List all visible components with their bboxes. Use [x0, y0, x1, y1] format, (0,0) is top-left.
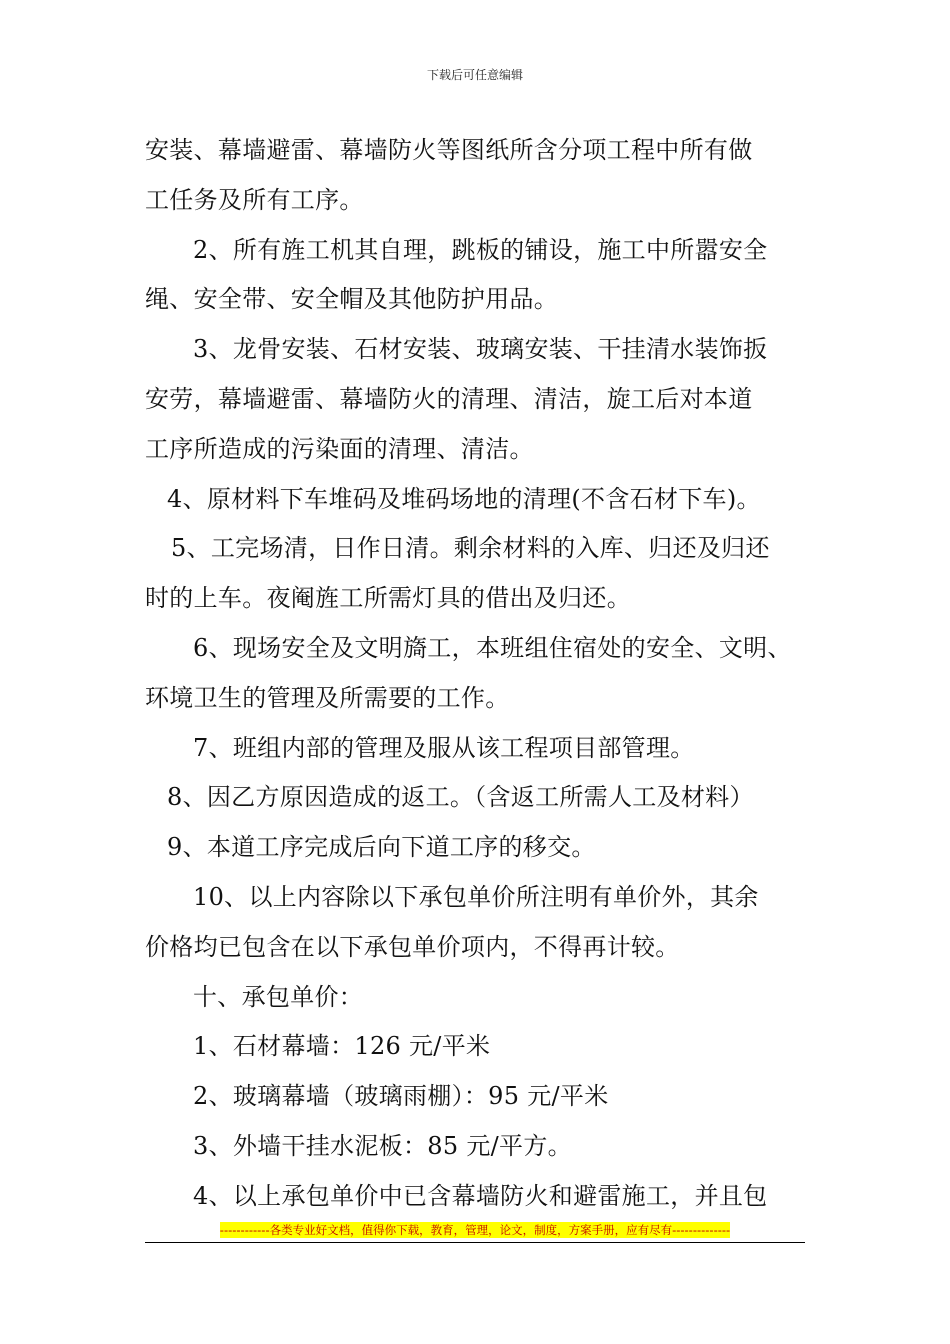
text-line: 安装、幕墙避雷、幕墙防火等图纸所含分项工程中所有做	[145, 136, 753, 164]
section-heading: 十、承包单价：	[193, 982, 364, 1011]
text-line: 3、龙骨安装、石材安装、玻璃安装、干挂清水装饰扳	[193, 335, 768, 364]
text-line: 6、现场安全及文明旖工，本班组住宿处的安全、文明、	[193, 633, 792, 662]
text-line: 7、班组内部的管理及服从该工程项目部管理。	[193, 733, 695, 762]
price-item: 3、外墙干挂水泥板：85 元/平方。	[193, 1131, 572, 1160]
text-line: 绳、安全带、安全帽及其他防护用品。	[145, 285, 559, 314]
text-line: 时的上车。夜阉旌工所需灯具的借出及归还。	[145, 584, 631, 613]
text-line: 9、本道工序完成后向下道工序的移交。	[167, 833, 596, 862]
price-item: 1、石材幕墙：126 元/平米	[193, 1032, 491, 1061]
text-line: 5、工完场清，日作日清。剩余材料的入库、归还及归还	[171, 534, 770, 563]
text-line: 工序所造成的污染面的清理、清洁。	[145, 434, 534, 463]
text-line: 4、原材料下车堆码及堆码场地的清理(不含石材下车)。	[167, 484, 761, 513]
price-item: 2、玻璃幕墙（玻璃雨棚）：95 元/平米	[193, 1082, 609, 1111]
page-header: 下载后可任意编辑	[426, 68, 523, 82]
text-line: 价格均已包含在以下承包单价项内，不得再计较。	[145, 932, 680, 961]
text-line: 工任务及所有工序。	[145, 185, 364, 214]
text-line: 8、因乙方原因造成的返工。（含返工所需人工及材料）	[167, 783, 754, 812]
page-footer	[145, 1222, 805, 1238]
document-body	[145, 126, 825, 1222]
text-line: 4、以上承包单价中已含幕墙防火和避雷施工，并且包	[193, 1181, 768, 1210]
footer-banner-text: ------------各类专业好文档，值得你下载，教育，管理，论文，制度，方案手册，应有尽有--------------	[219, 1223, 731, 1237]
text-line: 安劳，幕墙避雷、幕墙防火的清理、清洁，旋工后对本道	[145, 384, 753, 413]
text-line: 10、以上内容除以下承包单价所注明有单价外，其余	[193, 882, 759, 911]
text-line: 环境卫生的管理及所需要的工作。	[145, 683, 510, 712]
footer-divider	[145, 1242, 805, 1243]
text-line: 2、所有旌工机其自理，跳板的铺设，施工中所嚣安全	[193, 235, 768, 264]
